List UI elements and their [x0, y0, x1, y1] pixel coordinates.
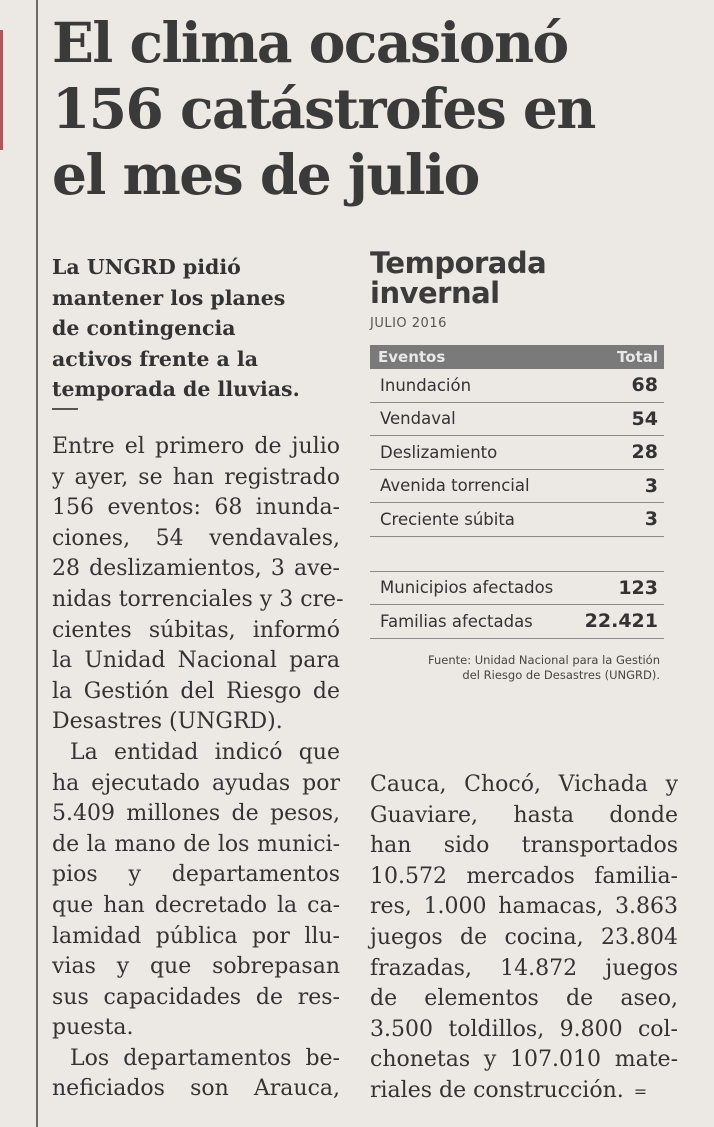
text-line: ha ejecutado ayudas por: [52, 770, 340, 796]
text-line: La entidad indicó que: [70, 739, 340, 765]
text-line: sus capacidades de res-: [52, 984, 340, 1010]
source-line: Fuente: Unidad Nacional para la Gestión: [427, 652, 660, 667]
text-line: ciones, 54 vendavales,: [52, 525, 340, 551]
summary-row: [370, 572, 664, 606]
text-line: Entre el primero de julio: [52, 434, 340, 459]
column-rule: [36, 0, 38, 1127]
text-line: 10.572 mercados familia-: [370, 863, 678, 889]
row-label: Creciente súbita: [380, 509, 515, 529]
text-line: Cauca, Chocó, Vichada y: [370, 772, 678, 797]
row-value: 3: [644, 474, 658, 497]
row-value: 123: [618, 576, 658, 599]
row-label: Vendaval: [380, 409, 456, 429]
lead-line: de contingencia: [52, 316, 236, 340]
sidebar-subtitle: JULIO 2016: [370, 316, 447, 331]
row-label: Familias afectadas: [380, 611, 533, 631]
table-header: [370, 345, 664, 369]
text-line: 156 eventos: 68 inunda-: [52, 495, 340, 521]
table-header-events: Eventos: [378, 348, 446, 366]
text-line: y ayer, se han registrado: [52, 464, 340, 490]
table-spacer-row: [370, 537, 664, 572]
text-line: res, 1.000 hamacas, 3.863: [370, 894, 678, 920]
lead-line: activos frente a la: [52, 346, 258, 371]
text-line: riales de construcción.: [370, 1077, 624, 1103]
lead-divider: [52, 408, 78, 410]
row-label: Deslizamiento: [380, 442, 498, 462]
summary-row: [370, 605, 664, 639]
text-line: lamidad pública por llu-: [52, 923, 340, 949]
text-line: pios y departamentos: [52, 862, 340, 888]
headline: [52, 10, 702, 208]
text-line-last: [370, 1076, 678, 1108]
text-line: han sido transportados: [370, 833, 678, 859]
article-column-right: [370, 770, 678, 1108]
text-line: chonetas y 107.010 mate-: [370, 1047, 678, 1073]
sidebar-box: [370, 248, 664, 683]
lead-summary: [52, 252, 352, 405]
page-edge-mark: [0, 30, 3, 150]
table-row: [370, 470, 664, 504]
text-line: de elementos de aseo,: [370, 986, 678, 1012]
source-line: del Riesgo de Desastres (UNGRD).: [462, 667, 660, 682]
text-line: 28 deslizamientos, 3 ave-: [52, 556, 340, 582]
text-line: nidas torrenciales y 3 cre-: [52, 586, 344, 612]
end-mark: =: [633, 1081, 648, 1101]
text-line: de la mano de los munici-: [52, 831, 340, 857]
table-row: [370, 369, 664, 403]
lead-line: mantener los planes: [52, 285, 286, 310]
text-line: vias y que sobrepasan: [52, 954, 340, 980]
sidebar-title: Temporada: [370, 246, 547, 280]
text-line: la Unidad Nacional para: [52, 648, 340, 674]
headline-line: 156 catástrofes en: [52, 76, 595, 141]
source-note: [370, 653, 664, 683]
row-value: 3: [644, 508, 658, 531]
text-line: neficiados son Arauca,: [52, 1076, 340, 1102]
row-value: 28: [631, 441, 658, 464]
row-label: Inundación: [380, 375, 472, 395]
text-line: Desastres (UNGRD).: [52, 709, 283, 735]
row-value: 54: [631, 407, 658, 430]
table-row: [370, 503, 664, 537]
headline-line: El clima ocasionó: [52, 10, 568, 75]
text-line: frazadas, 14.872 juegos: [370, 955, 678, 981]
text-line: Guaviare, hasta donde: [370, 802, 678, 828]
text-line: la Gestión del Riesgo de: [52, 678, 340, 704]
sidebar-title: invernal: [370, 276, 500, 310]
row-label: Municipios afectados: [380, 578, 554, 598]
table-row: [370, 436, 664, 470]
table-row: [370, 403, 664, 437]
headline-line: el mes de julio: [52, 142, 479, 207]
text-line: puesta.: [52, 1015, 134, 1041]
article-column-left: [52, 432, 344, 1105]
text-line: 3.500 toldillos, 9.800 col-: [370, 1016, 678, 1042]
text-line: cientes súbitas, informó: [52, 617, 340, 643]
text-line: que han decretado la ca-: [52, 892, 340, 918]
text-line: juegos de cocina, 23.804: [370, 924, 678, 950]
lead-line: temporada de lluvias.: [52, 377, 300, 401]
lead-line: La UNGRD pidió: [52, 255, 241, 279]
text-line: Los departamentos be-: [70, 1045, 340, 1071]
table-header-total: Total: [617, 348, 658, 366]
row-value: 22.421: [584, 610, 658, 633]
row-label: Avenida torrencial: [380, 476, 530, 496]
text-line: 5.409 millones de pesos,: [52, 801, 340, 827]
row-value: 68: [631, 374, 658, 397]
